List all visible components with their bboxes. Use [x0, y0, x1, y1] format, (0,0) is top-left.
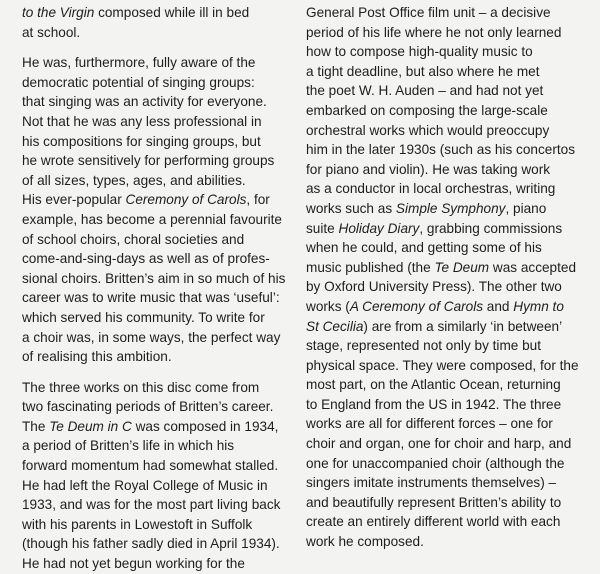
text-line — [306, 160, 591, 180]
text-line — [306, 473, 591, 493]
italic-title: to the Virgin — [22, 5, 95, 20]
text-line — [306, 336, 591, 356]
text-run: a period of Britten’s life in which his — [22, 438, 235, 454]
italic-title: A Ceremony of Carols — [349, 298, 484, 314]
text-run: General Post Office film unit – a decisive — [306, 5, 551, 20]
text-line — [306, 434, 591, 454]
text-line — [22, 230, 307, 250]
text-run: sional choirs. Britten’s aim in so much of his — [22, 270, 286, 286]
text-line — [306, 81, 591, 101]
text-run: works are all for different forces – one for — [306, 416, 553, 432]
text-line — [22, 73, 307, 93]
text-run: He was, furthermore, fully aware of the — [22, 55, 256, 71]
text-line — [22, 151, 307, 171]
text-line — [22, 132, 307, 152]
text-run: choir and organ, one for choir and harp, and — [306, 436, 572, 452]
text-line — [22, 456, 307, 476]
text-line — [306, 512, 591, 532]
text-run: of all sizes, types, ages, and abilities. — [22, 172, 246, 188]
text-run: works ( — [306, 298, 350, 314]
text-run: at school. — [22, 24, 81, 40]
text-line — [306, 532, 591, 552]
text-run: forward momentum had somewhat stalled. — [22, 458, 279, 474]
text-run: as a conductor in local orchestras, writing — [306, 181, 556, 197]
text-run: , piano — [505, 200, 547, 216]
text-line — [22, 249, 307, 269]
italic-title: St Cecilia — [306, 318, 364, 334]
text-run: the poet W. H. Auden – and had not yet — [306, 83, 544, 99]
text-line — [22, 269, 307, 289]
italic-title: Te Deum — [434, 259, 490, 275]
text-run: a tight deadline, but also where he met — [306, 63, 540, 79]
text-run: how to compose high-quality music to — [306, 44, 533, 60]
text-line — [22, 171, 307, 191]
text-line — [22, 328, 307, 348]
text-run: (though his father sadly died in April 1934). — [22, 536, 280, 552]
text-line — [22, 476, 307, 496]
paragraph-gap — [22, 42, 307, 53]
text-line — [306, 493, 591, 513]
text-run: when he could, and getting some of his — [306, 240, 542, 256]
text-line — [22, 397, 307, 417]
text-run: , grabbing commissions — [419, 220, 563, 236]
text-run: 1933, and was for the most part living back — [22, 497, 281, 513]
text-line — [22, 112, 307, 132]
text-line — [306, 297, 591, 317]
text-run: him in the later 1930s (such as his concertos — [306, 142, 575, 158]
text-line — [306, 375, 591, 395]
text-line — [22, 190, 307, 210]
text-run: of school choirs, choral societies and — [22, 231, 245, 247]
italic-title: Ceremony of Carols — [125, 192, 247, 208]
text-run: singers imitate instruments themselves) – — [306, 475, 557, 491]
text-line — [306, 395, 591, 415]
text-line — [306, 42, 591, 62]
text-run: composed while ill in bed — [94, 5, 250, 20]
text-run: of realising this ambition. — [22, 349, 172, 365]
text-line — [306, 3, 591, 23]
text-run: example, has become a perennial favourite — [22, 211, 282, 227]
text-line — [306, 101, 591, 121]
text-line — [306, 258, 591, 278]
text-run: with his parents in Lowestoft in Suffolk — [22, 516, 253, 532]
text-line — [22, 53, 307, 73]
text-line — [306, 62, 591, 82]
paragraph-gap — [22, 367, 307, 378]
text-run: was accepted — [489, 259, 577, 275]
text-line — [22, 347, 307, 367]
text-line — [22, 495, 307, 515]
italic-title: Hymn to — [513, 298, 564, 314]
text-line — [22, 210, 307, 230]
text-run: work he composed. — [306, 534, 424, 550]
italic-title: Te Deum in C — [49, 418, 132, 434]
text-run: The — [22, 418, 50, 434]
text-line — [306, 121, 591, 141]
text-run: that singing was an activity for everyone. — [22, 94, 267, 110]
text-run: His ever-popular — [22, 192, 126, 208]
text-run: suite — [306, 220, 339, 236]
text-run: orchestral works which would preoccupy — [306, 122, 550, 138]
text-line — [22, 378, 307, 398]
right-column — [306, 3, 591, 552]
text-run: period of his life where he not only learned — [306, 24, 562, 40]
text-run: embarked on composing the large-scale — [306, 102, 548, 118]
left-column — [22, 3, 307, 574]
text-line — [22, 92, 307, 112]
text-run: and beautifully represent Britten’s ability to — [306, 494, 562, 510]
text-run: his compositions for singing groups, but — [22, 133, 261, 149]
text-line — [22, 436, 307, 456]
text-run: and — [483, 298, 514, 314]
paragraph — [306, 3, 591, 552]
text-line — [306, 179, 591, 199]
text-line — [22, 417, 307, 437]
text-run: He had not yet begun working for the — [22, 556, 245, 572]
text-line — [22, 308, 307, 328]
text-run: come-and-sing-days as well as of profes- — [22, 251, 270, 267]
paragraph — [22, 3, 307, 42]
text-line — [306, 317, 591, 337]
text-line — [306, 277, 591, 297]
text-run: to England from the US in 1942. The three — [306, 396, 562, 412]
italic-title: Simple Symphony — [395, 200, 506, 216]
text-run: physical space. They were composed, for the — [306, 357, 579, 373]
text-run: was composed in 1934, — [131, 418, 279, 434]
italic-title: Holiday Diary — [338, 220, 420, 236]
text-run: by Oxford University Press). The other two — [306, 279, 562, 295]
text-line — [22, 554, 307, 574]
text-run: most part, on the Atlantic Ocean, returning — [306, 377, 561, 393]
text-run: democratic potential of singing groups: — [22, 74, 255, 90]
text-run: ) are from a similarly ‘in between’ — [363, 318, 563, 334]
text-run: for piano and violin). He was taking work — [306, 161, 551, 177]
text-run: works such as — [306, 200, 396, 216]
text-run: stage, represented not only by time but — [306, 338, 542, 354]
text-run: he wrote sensitively for performing groups — [22, 153, 275, 169]
text-run: , for — [246, 192, 270, 208]
text-line — [306, 238, 591, 258]
text-run: The three works on this disc come from — [22, 379, 260, 395]
text-run: music published (the — [306, 259, 435, 275]
text-run: create an entirely different world with each — [306, 514, 561, 530]
paragraph — [22, 378, 307, 574]
text-line — [306, 454, 591, 474]
text-run: two fascinating periods of Britten’s career. — [22, 399, 274, 415]
text-line — [22, 534, 307, 554]
text-line — [306, 23, 591, 43]
text-run: career was to write music that was ‘useful’: — [22, 290, 280, 306]
text-run: a choir was, in some ways, the perfect way — [22, 329, 281, 345]
text-run: He had left the Royal College of Music in — [22, 477, 268, 493]
text-line — [22, 23, 307, 43]
text-line — [306, 356, 591, 376]
text-run: Not that he was any less professional in — [22, 113, 262, 129]
text-line — [306, 414, 591, 434]
text-run: one for unaccompanied choir (although the — [306, 455, 565, 471]
text-line — [22, 288, 307, 308]
text-line — [22, 3, 307, 23]
text-line — [22, 515, 307, 535]
text-line — [306, 140, 591, 160]
text-line — [306, 219, 591, 239]
text-run: which served his community. To write for — [22, 309, 265, 325]
paragraph — [22, 53, 307, 367]
text-line — [306, 199, 591, 219]
